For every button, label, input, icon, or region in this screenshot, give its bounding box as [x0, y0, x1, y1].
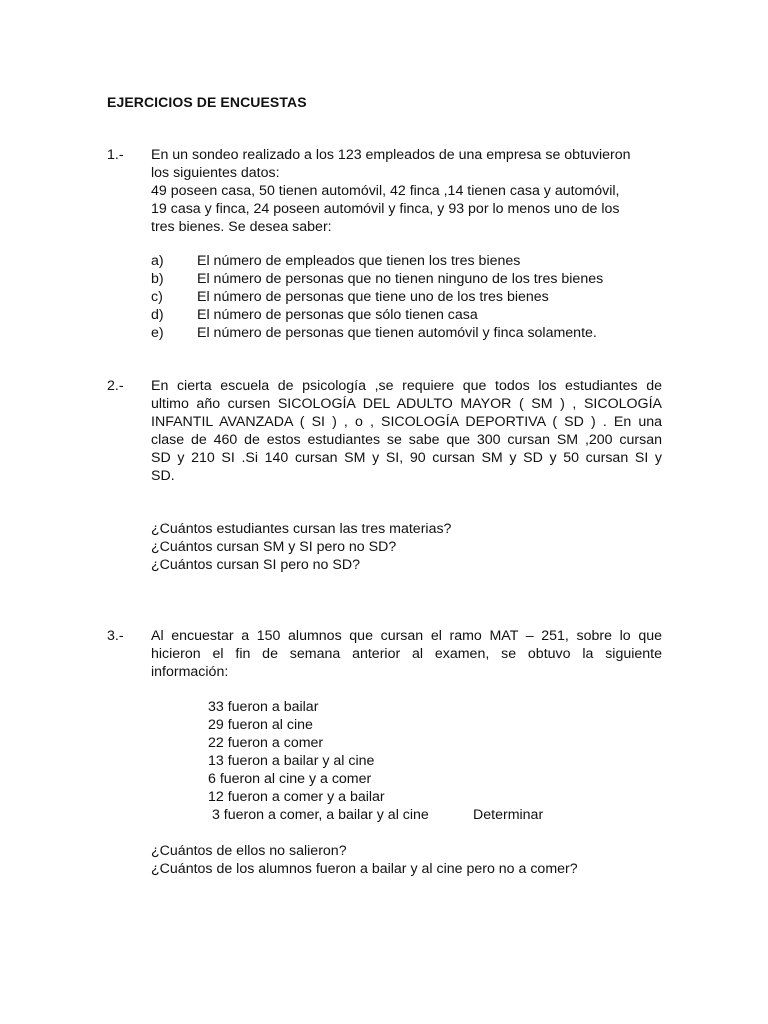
- survey-data-line: 13 fueron a bailar y al cine: [208, 753, 375, 769]
- survey-data-line: 12 fueron a comer y a bailar: [208, 789, 385, 805]
- exercise-3-number: 3.-: [107, 628, 124, 644]
- exercise-3-question: ¿Cuántos de ellos no salieron?: [151, 843, 347, 859]
- exercise-3-statement: [151, 627, 662, 681]
- statement-line: tres bienes. Se desea saber:: [151, 219, 332, 235]
- statement-line: 49 poseen casa, 50 tienen automóvil, 42 finca ,14 tienen casa y automóvil,: [151, 183, 620, 199]
- statement-line: hicieron el fin de semana anterior al examen, se obtuvo la siguiente: [151, 646, 662, 662]
- item-letter: b): [151, 271, 164, 287]
- statement-line: ultimo año cursen SICOLOGÍA DEL ADULTO MAYOR ( SM ) , SICOLOGÍA: [151, 396, 662, 412]
- item-letter: e): [151, 325, 164, 341]
- survey-data-line: 3 fueron a comer, a bailar y al cine: [208, 807, 429, 823]
- survey-data-line: 22 fueron a comer: [208, 735, 324, 751]
- statement-line: INFANTIL AVANZADA ( SI ) , o , SICOLOGÍA DEPORTIVA ( SD ) . En una: [151, 414, 662, 430]
- exercise-1-item-d: [151, 306, 478, 324]
- statement-line: En un sondeo realizado a los 123 empleados de una empresa se obtuvieron: [151, 147, 631, 163]
- statement-line: SD y 210 SI .Si 140 cursan SM y SI, 90 cursan SM y SD y 50 cursan SI y: [151, 450, 662, 466]
- item-letter: a): [151, 253, 164, 269]
- survey-data-line: 6 fueron al cine y a comer: [208, 771, 372, 787]
- exercise-3-question: ¿Cuántos de los alumnos fueron a bailar y al cine pero no a comer?: [151, 861, 578, 877]
- document-title: EJERCICIOS DE ENCUESTAS: [107, 94, 307, 110]
- item-text: El número de personas que no tienen ninguno de los tres bienes: [197, 271, 604, 287]
- survey-data-line: 29 fueron al cine: [208, 717, 313, 733]
- exercise-1-item-a: [151, 252, 520, 270]
- exercise-2-question: ¿Cuántos cursan SM y SI pero no SD?: [151, 539, 397, 555]
- statement-line: información:: [151, 664, 229, 680]
- statement-line: 19 casa y finca, 24 poseen automóvil y finca, y 93 por lo menos uno de los: [151, 201, 620, 217]
- exercise-2-number: 2.-: [107, 378, 124, 394]
- exercise-2-statement: [151, 377, 662, 485]
- exercise-1-item-e: [151, 324, 597, 342]
- determinar-label: Determinar: [473, 807, 544, 823]
- exercise-1-number: 1.-: [107, 147, 124, 163]
- statement-line: Al encuestar a 150 alumnos que cursan el ramo MAT – 251, sobre lo que: [151, 628, 662, 644]
- exercise-1-item-b: [151, 270, 603, 288]
- statement-line: SD.: [151, 468, 175, 484]
- item-letter: c): [151, 289, 163, 305]
- item-text: El número de personas que tienen automóvil y finca solamente.: [197, 325, 597, 341]
- item-letter: d): [151, 307, 164, 323]
- survey-data-line: 33 fueron a bailar: [208, 699, 319, 715]
- exercise-1-statement: [151, 146, 662, 236]
- statement-line: los siguientes datos:: [151, 165, 280, 181]
- exercise-2-question: ¿Cuántos estudiantes cursan las tres materias?: [151, 521, 452, 537]
- item-text: El número de personas que sólo tienen casa: [197, 307, 478, 323]
- item-text: El número de empleados que tienen los tres bienes: [197, 253, 521, 269]
- statement-line: En cierta escuela de psicología ,se requiere que todos los estudiantes de: [151, 378, 662, 394]
- item-text: El número de personas que tiene uno de los tres bienes: [197, 289, 549, 305]
- exercise-2-question: ¿Cuántos cursan SI pero no SD?: [151, 557, 360, 573]
- statement-line: clase de 460 de estos estudiantes se sabe que 300 cursan SM ,200 cursan: [151, 432, 662, 448]
- exercise-1-item-c: [151, 288, 549, 306]
